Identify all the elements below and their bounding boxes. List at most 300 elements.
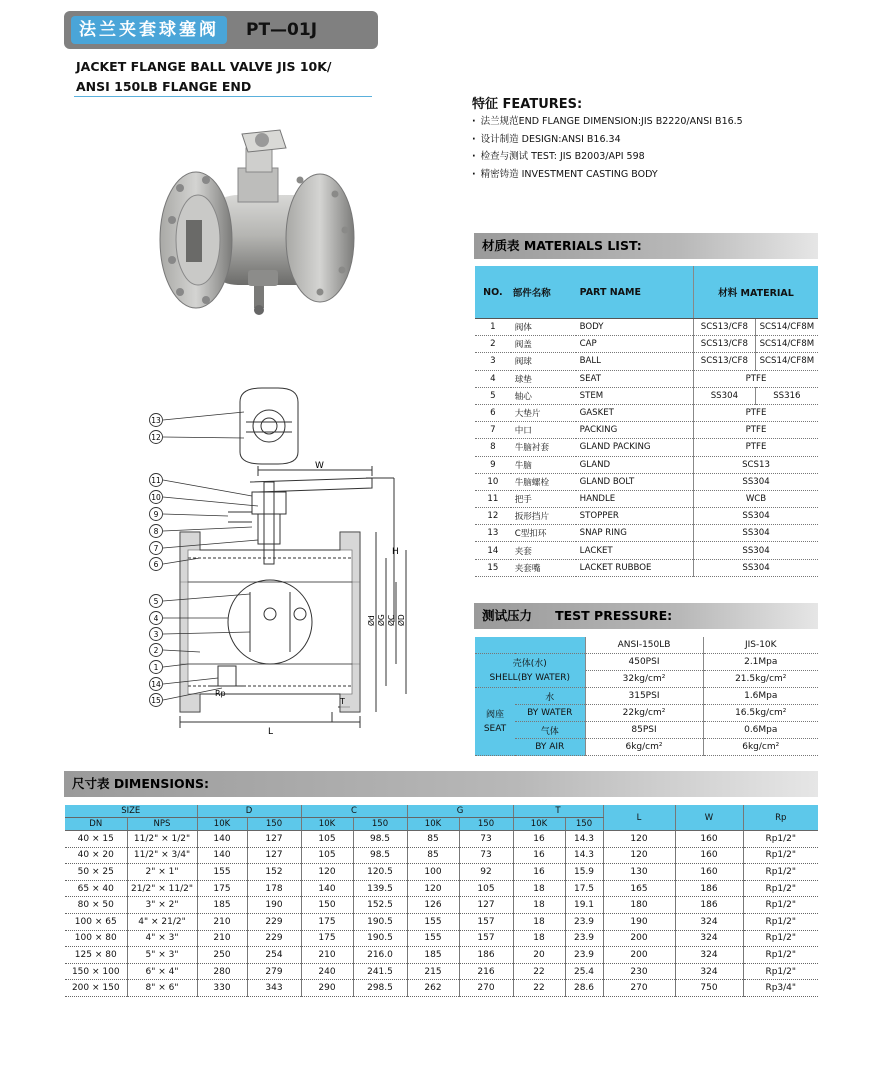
material-row [475,490,818,507]
feature-item: · 法兰规范END FLANGE DIMENSION:JIS B2220/ANSI B16.5 [472,113,743,131]
dim-cell-d-10k: 140 [197,831,247,848]
tp-cell: 6kg/cm² [585,739,703,756]
dim-cell-g-10k: 85 [407,831,459,848]
material-value: SS304 [694,508,818,525]
material-row [475,473,818,490]
dimensions-title: 尺寸表 DIMENSIONS: [72,776,210,791]
dim-cell-t-10k: 18 [513,930,565,947]
material-row [475,456,818,473]
dim-col-nps: NPS [127,818,197,831]
dim-cell-w: 324 [675,913,743,930]
dim-cell-l: 180 [603,897,675,914]
material-value: WCB [694,490,818,507]
dim-t-label: T [340,697,345,706]
tp-col-ansi: ANSI-150LB [585,637,703,654]
dim-cell-c-10k: 105 [301,847,353,864]
dim-cell-c-150: 120.5 [353,864,407,881]
dim-cell-g-10k: 185 [407,947,459,964]
dim-sub-150: 150 [247,818,301,831]
dim-cell-dn: 125 × 80 [65,947,127,964]
dim-cell-t-10k: 22 [513,980,565,997]
dim-cell-d-10k: 155 [197,864,247,881]
dimension-row [65,847,818,864]
dim-cell-c-150: 190.5 [353,930,407,947]
dim-cell-g-150: 105 [459,880,513,897]
tp-cell: 16.5kg/cm² [703,705,818,722]
tp-corner [475,637,585,654]
tp-cell: 315PSI [585,688,703,705]
material-value: SS304 [694,387,756,404]
dim-cell-dn: 100 × 80 [65,930,127,947]
material-part-en: SNAP RING [576,525,694,542]
tp-seat-cn: 阀座 [485,709,504,720]
tp-seat-en: SEAT [483,723,507,734]
dim-cell-l: 190 [603,913,675,930]
dimension-row [65,913,818,930]
material-no: 12 [475,508,511,525]
dim-cell-t-150: 23.9 [565,947,603,964]
dim-col-d: D [197,805,301,818]
material-no: 5 [475,387,511,404]
dimension-row [65,963,818,980]
dim-cell-c-10k: 290 [301,980,353,997]
material-part-en: BALL [576,353,694,370]
material-part-en: SEAT [576,370,694,387]
dim-cell-t-10k: 18 [513,880,565,897]
col-no: NO. [475,266,511,319]
material-row [475,508,818,525]
material-row [475,559,818,576]
material-no: 11 [475,490,511,507]
dim-cell-g-150: 270 [459,980,513,997]
dim-cell-nps: 11/2" × 3/4" [127,847,197,864]
material-part-cn: 把手 [511,490,576,507]
dim-cell-c-150: 216.0 [353,947,407,964]
dim-cell-t-10k: 16 [513,847,565,864]
material-part-en: PACKING [576,422,694,439]
dim-cell-d-10k: 280 [197,963,247,980]
material-part-cn: 阀体 [511,319,576,336]
dim-cell-dn: 40 × 20 [65,847,127,864]
dim-cell-rp: Rp1/2" [743,913,818,930]
material-value: SCS14/CF8M [755,336,818,353]
dim-col-g: G [407,805,513,818]
dim-sub-150: 150 [459,818,513,831]
material-part-en: GLAND PACKING [576,439,694,456]
dim-cell-d-150: 127 [247,831,301,848]
product-title-en [76,57,332,97]
callout-number: 7 [153,544,159,553]
test-pressure-title-bar [474,603,818,629]
dim-cell-g-10k: 100 [407,864,459,881]
material-part-cn: 夹套 [511,542,576,559]
dim-sub-10k: 10K [197,818,247,831]
callout-number: 9 [153,510,159,519]
callout-number: 6 [153,560,159,569]
material-part-en: LACKET [576,542,694,559]
material-row [475,319,818,336]
material-part-cn: 阀球 [511,353,576,370]
dim-cell-c-150: 152.5 [353,897,407,914]
materials-table [475,266,818,577]
dim-cell-t-150: 14.3 [565,831,603,848]
material-no: 8 [475,439,511,456]
dim-cell-g-150: 92 [459,864,513,881]
callout-number: 13 [151,416,161,425]
dim-sub-10k: 10K [407,818,459,831]
dim-l-label: L [268,727,274,734]
dim-cell-dn: 100 × 65 [65,913,127,930]
dim-cell-g-150: 73 [459,831,513,848]
material-part-en: STOPPER [576,508,694,525]
dim-cell-w: 324 [675,930,743,947]
dim-cell-g-10k: 215 [407,963,459,980]
dim-cell-g-150: 216 [459,963,513,980]
dim-cell-w: 324 [675,963,743,980]
dim-w-label: W [315,461,324,471]
dim-d-label: Ød [367,615,376,626]
product-title-en-line1: JACKET FLANGE BALL VALVE JIS 10K/ [76,59,332,74]
material-value: SS304 [694,559,818,576]
material-part-cn: 阀盖 [511,336,576,353]
product-title-cn: 法兰夹套球塞阀 [71,16,227,44]
test-pressure-title-en: TEST PRESSURE: [555,608,673,623]
dimension-row [65,980,818,997]
dim-cell-c-10k: 105 [301,831,353,848]
materials-title: 材质表 MATERIALS LIST: [482,238,642,253]
tp-shell-label [475,654,585,688]
dimension-row [65,897,818,914]
dim-cell-c-10k: 120 [301,864,353,881]
material-row [475,542,818,559]
tp-seat-label [475,688,515,756]
dim-cell-w: 186 [675,897,743,914]
dim-cell-c-150: 190.5 [353,913,407,930]
dim-cell-l: 200 [603,947,675,964]
callout-number: 5 [153,597,159,606]
dim-cell-c-150: 241.5 [353,963,407,980]
features-title: 特征 FEATURES: [472,97,583,112]
features-list [472,113,743,183]
model-code: PT—01J [246,20,318,40]
dim-cell-d-150: 190 [247,897,301,914]
materials-header-row [475,266,818,319]
dim-cell-w: 750 [675,980,743,997]
dim-sub-150: 150 [353,818,407,831]
dim-cell-nps: 3" × 2" [127,897,197,914]
dim-col-c: C [301,805,407,818]
material-value: SCS13 [694,456,818,473]
dim-cell-c-10k: 240 [301,963,353,980]
dim-cell-dn: 65 × 40 [65,880,127,897]
material-value: SCS13/CF8 [694,336,756,353]
callout-number: 10 [151,493,161,502]
dim-cell-rp: Rp3/4" [743,980,818,997]
dim-cell-d-10k: 185 [197,897,247,914]
dim-cell-nps: 4" × 21/2" [127,913,197,930]
dim-cell-g-150: 127 [459,897,513,914]
material-value: PTFE [694,404,818,421]
dim-cell-d-150: 254 [247,947,301,964]
material-part-cn: 牛脑 [511,456,576,473]
dim-cell-c-150: 298.5 [353,980,407,997]
material-part-en: CAP [576,336,694,353]
dim-cell-d-150: 343 [247,980,301,997]
dim-cell-d-10k: 210 [197,930,247,947]
callout-number: 3 [153,630,159,639]
dim-cell-t-10k: 20 [513,947,565,964]
tp-cell: 1.6Mpa [703,688,818,705]
material-part-cn: C型扣环 [511,525,576,542]
dim-cell-w: 160 [675,847,743,864]
dim-cell-rp: Rp1/2" [743,847,818,864]
dim-cell-c-150: 139.5 [353,880,407,897]
material-no: 4 [475,370,511,387]
dim-cell-d-150: 229 [247,930,301,947]
materials-title-bar [474,233,818,259]
dim-cell-rp: Rp1/2" [743,930,818,947]
tp-water-cn: 水 [515,688,585,705]
dim-sub-10k: 10K [301,818,353,831]
material-part-cn: 扳形挡片 [511,508,576,525]
test-pressure-title-cn: 测试压力 [482,608,533,623]
material-row [475,387,818,404]
dim-od-label: ØD [397,614,406,626]
dim-cell-nps: 5" × 3" [127,947,197,964]
dim-c-label: ØC [387,614,396,626]
dim-cell-g-10k: 85 [407,847,459,864]
material-row [475,336,818,353]
tp-cell: 2.1Mpa [703,654,818,671]
dim-cell-d-150: 279 [247,963,301,980]
material-part-cn: 夹套嘴 [511,559,576,576]
dim-cell-d-10k: 175 [197,880,247,897]
dim-cell-g-10k: 155 [407,930,459,947]
dim-cell-l: 230 [603,963,675,980]
callout-number: 1 [153,663,159,672]
material-no: 6 [475,404,511,421]
material-row [475,370,818,387]
dim-cell-l: 270 [603,980,675,997]
callout-number: 15 [151,696,161,705]
dim-cell-rp: Rp1/2" [743,963,818,980]
dim-cell-nps: 2" × 1" [127,864,197,881]
material-part-cn: 中口 [511,422,576,439]
dim-cell-g-10k: 262 [407,980,459,997]
dim-cell-t-150: 25.4 [565,963,603,980]
dim-cell-d-150: 229 [247,913,301,930]
material-value: SS304 [694,473,818,490]
dim-rp-label: Rp [215,689,226,698]
dim-cell-d-10k: 210 [197,913,247,930]
material-value: SCS13/CF8 [694,353,756,370]
tp-cell: 22kg/cm² [585,705,703,722]
dim-cell-w: 160 [675,831,743,848]
dim-cell-l: 200 [603,930,675,947]
material-value: SCS13/CF8 [694,319,756,336]
material-part-en: HANDLE [576,490,694,507]
dim-cell-t-10k: 22 [513,963,565,980]
col-part-cn: 部件名称 [511,266,576,319]
dim-cell-t-150: 14.3 [565,847,603,864]
material-value: SCS14/CF8M [755,353,818,370]
product-title-en-line2: ANSI 150LB FLANGE END [76,79,252,94]
tp-air-cn: 气体 [515,722,585,739]
material-no: 10 [475,473,511,490]
dim-cell-rp: Rp1/2" [743,897,818,914]
dim-cell-g-150: 157 [459,913,513,930]
dim-cell-dn: 40 × 15 [65,831,127,848]
dimension-row [65,947,818,964]
dim-cell-t-10k: 18 [513,897,565,914]
dim-cell-nps: 4" × 3" [127,930,197,947]
material-no: 1 [475,319,511,336]
dim-cell-t-10k: 18 [513,913,565,930]
dim-cell-w: 186 [675,880,743,897]
dim-cell-t-150: 19.1 [565,897,603,914]
dimension-row [65,864,818,881]
dim-cell-nps: 21/2" × 11/2" [127,880,197,897]
dim-cell-g-150: 157 [459,930,513,947]
dim-cell-t-150: 28.6 [565,980,603,997]
dim-cell-l: 130 [603,864,675,881]
col-part-name: PART NAME [576,266,694,319]
feature-item: · 精密铸造 INVESTMENT CASTING BODY [472,166,743,184]
material-row [475,439,818,456]
dim-col-l: L [603,805,675,831]
dim-cell-t-150: 17.5 [565,880,603,897]
material-part-en: LACKET RUBBOE [576,559,694,576]
dim-cell-rp: Rp1/2" [743,831,818,848]
dim-cell-c-150: 98.5 [353,831,407,848]
dim-cell-c-150: 98.5 [353,847,407,864]
dim-cell-c-10k: 210 [301,947,353,964]
material-part-en: GLAND [576,456,694,473]
material-no: 2 [475,336,511,353]
dim-cell-dn: 200 × 150 [65,980,127,997]
tp-cell: 450PSI [585,654,703,671]
material-no: 15 [475,559,511,576]
title-underline [74,96,372,97]
dim-cell-l: 120 [603,847,675,864]
dim-cell-l: 165 [603,880,675,897]
callout-number: 8 [153,527,159,536]
material-row [475,525,818,542]
dim-cell-dn: 50 × 25 [65,864,127,881]
dim-header-row-1 [65,805,818,818]
cross-section-diagram [140,382,415,734]
dim-cell-d-10k: 250 [197,947,247,964]
dim-cell-t-150: 23.9 [565,930,603,947]
material-part-cn: 大垫片 [511,404,576,421]
dim-cell-c-10k: 175 [301,930,353,947]
tp-cell: 0.6Mpa [703,722,818,739]
callout-number: 4 [153,614,159,623]
callout-number: 12 [151,433,161,442]
material-value: SS304 [694,542,818,559]
dim-g-label: ØG [377,614,386,626]
material-part-en: STEM [576,387,694,404]
dim-col-w: W [675,805,743,831]
dim-cell-w: 324 [675,947,743,964]
tp-col-jis: JIS-10K [703,637,818,654]
dim-cell-rp: Rp1/2" [743,864,818,881]
material-row [475,353,818,370]
tp-air-en: BY AIR [515,739,585,756]
dim-cell-g-10k: 120 [407,880,459,897]
dim-cell-g-10k: 155 [407,913,459,930]
col-material: 材料 MATERIAL [694,266,818,319]
material-no: 9 [475,456,511,473]
tp-shell-en: SHELL(BY WATER) [489,672,571,683]
dim-cell-nps: 8" × 6" [127,980,197,997]
dim-cell-d-10k: 330 [197,980,247,997]
feature-item: · 设计制造 DESIGN:ANSI B16.34 [472,131,743,149]
dim-cell-l: 120 [603,831,675,848]
dim-h-label: H [392,547,399,557]
dimensions-title-bar [64,771,818,797]
dim-cell-rp: Rp1/2" [743,880,818,897]
dim-cell-dn: 80 × 50 [65,897,127,914]
material-row [475,404,818,421]
dim-cell-nps: 11/2" × 1/2" [127,831,197,848]
material-part-en: GLAND BOLT [576,473,694,490]
callout-number: 14 [151,680,161,689]
tp-water-en: BY WATER [515,705,585,722]
tp-cell: 85PSI [585,722,703,739]
material-part-cn: 球垫 [511,370,576,387]
dim-cell-g-150: 186 [459,947,513,964]
material-part-cn: 牛脑螺栓 [511,473,576,490]
dim-sub-150: 150 [565,818,603,831]
callout-number: 11 [151,476,161,485]
dim-cell-d-150: 127 [247,847,301,864]
callout-number: 2 [153,646,159,655]
dim-col-rp: Rp [743,805,818,831]
material-part-cn: 牛脑衬套 [511,439,576,456]
dim-sub-10k: 10K [513,818,565,831]
dimensions-table [65,805,818,997]
dim-col-size: SIZE [65,805,197,818]
dim-cell-d-150: 178 [247,880,301,897]
material-part-en: GASKET [576,404,694,421]
dim-col-dn: DN [65,818,127,831]
dimension-row [65,930,818,947]
dim-cell-t-10k: 16 [513,831,565,848]
tp-cell: 6kg/cm² [703,739,818,756]
material-no: 3 [475,353,511,370]
dim-cell-t-150: 15.9 [565,864,603,881]
dim-col-t: T [513,805,603,818]
dim-cell-d-150: 152 [247,864,301,881]
material-no: 7 [475,422,511,439]
dim-cell-t-150: 23.9 [565,913,603,930]
test-pressure-table [475,637,818,756]
dim-cell-nps: 6" × 4" [127,963,197,980]
material-row [475,422,818,439]
dimension-row [65,880,818,897]
material-part-en: BODY [576,319,694,336]
material-value: SCS14/CF8M [755,319,818,336]
dim-cell-c-10k: 150 [301,897,353,914]
material-value: SS316 [755,387,818,404]
dim-cell-w: 160 [675,864,743,881]
dimension-row [65,831,818,848]
material-value: PTFE [694,439,818,456]
dim-cell-c-10k: 175 [301,913,353,930]
dim-cell-g-10k: 126 [407,897,459,914]
material-value: SS304 [694,525,818,542]
